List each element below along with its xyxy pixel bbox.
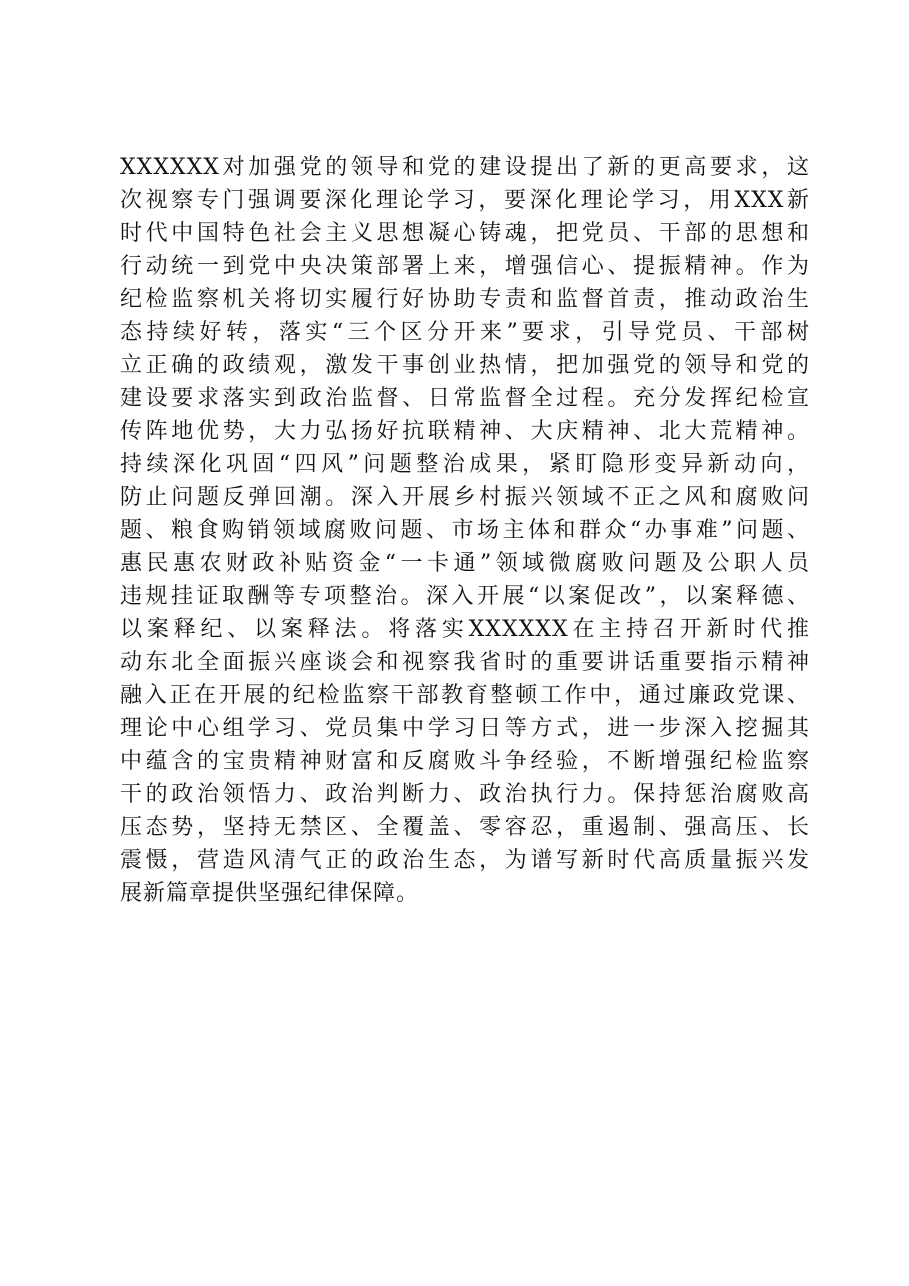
text-line: 次视察专门强调要深化理论学习，要深化理论学习，用XXX新 (120, 188, 810, 213)
text-line: 以案释纪、以案释法。将落实XXXXXX在主持召开新时代推 (120, 617, 810, 642)
text-line: 行动统一到党中央决策部署上来，增强信心、提振精神。作为 (120, 254, 810, 279)
text-line: 压态势，坚持无禁区、全覆盖、零容忍，重遏制、强高压、长 (120, 815, 810, 840)
text-line: 态持续好转，落实“三个区分开来”要求，引导党员、干部树 (120, 320, 810, 345)
text-line: 震慑，营造风清气正的政治生态，为谱写新时代高质量振兴发 (120, 848, 810, 873)
text-line: 惠民惠农财政补贴资金“一卡通”领域微腐败问题及公职人员 (120, 551, 810, 576)
text-line: 持续深化巩固“四风”问题整治成果，紧盯隐形变异新动向， (120, 452, 810, 477)
text-line: 融入正在开展的纪检监察干部教育整顿工作中，通过廉政党课、 (120, 683, 810, 708)
text-line: 立正确的政绩观，激发干事创业热情，把加强党的领导和党的 (120, 353, 810, 378)
text-line: 违规挂证取酬等专项整治。深入开展“以案促改”，以案释德、 (120, 584, 810, 609)
text-line: 中蕴含的宝贵精神财富和反腐败斗争经验，不断增强纪检监察 (120, 749, 810, 774)
text-line: 传阵地优势，大力弘扬好抗联精神、大庆精神、北大荒精神。 (120, 419, 810, 444)
text-line: 理论中心组学习、党员集中学习日等方式，进一步深入挖掘其 (120, 716, 810, 741)
text-line: 题、粮食购销领域腐败问题、市场主体和群众“办事难”问题、 (120, 518, 810, 543)
body-paragraph (120, 151, 810, 910)
text-line: 干的政治领悟力、政治判断力、政治执行力。保持惩治腐败高 (120, 782, 810, 807)
text-line: 纪检监察机关将切实履行好协助专责和监督首责，推动政治生 (120, 287, 810, 312)
text-line: XXXXXX对加强党的领导和党的建设提出了新的更高要求，这 (120, 155, 810, 180)
text-line: 动东北全面振兴座谈会和视察我省时的重要讲话重要指示精神 (120, 650, 810, 675)
text-line: 建设要求落实到政治监督、日常监督全过程。充分发挥纪检宣 (120, 386, 810, 411)
text-line: 展新篇章提供坚强纪律保障。 (120, 881, 420, 906)
text-line: 防止问题反弹回潮。深入开展乡村振兴领域不正之风和腐败问 (120, 485, 810, 510)
text-line: 时代中国特色社会主义思想凝心铸魂，把党员、干部的思想和 (120, 221, 810, 246)
